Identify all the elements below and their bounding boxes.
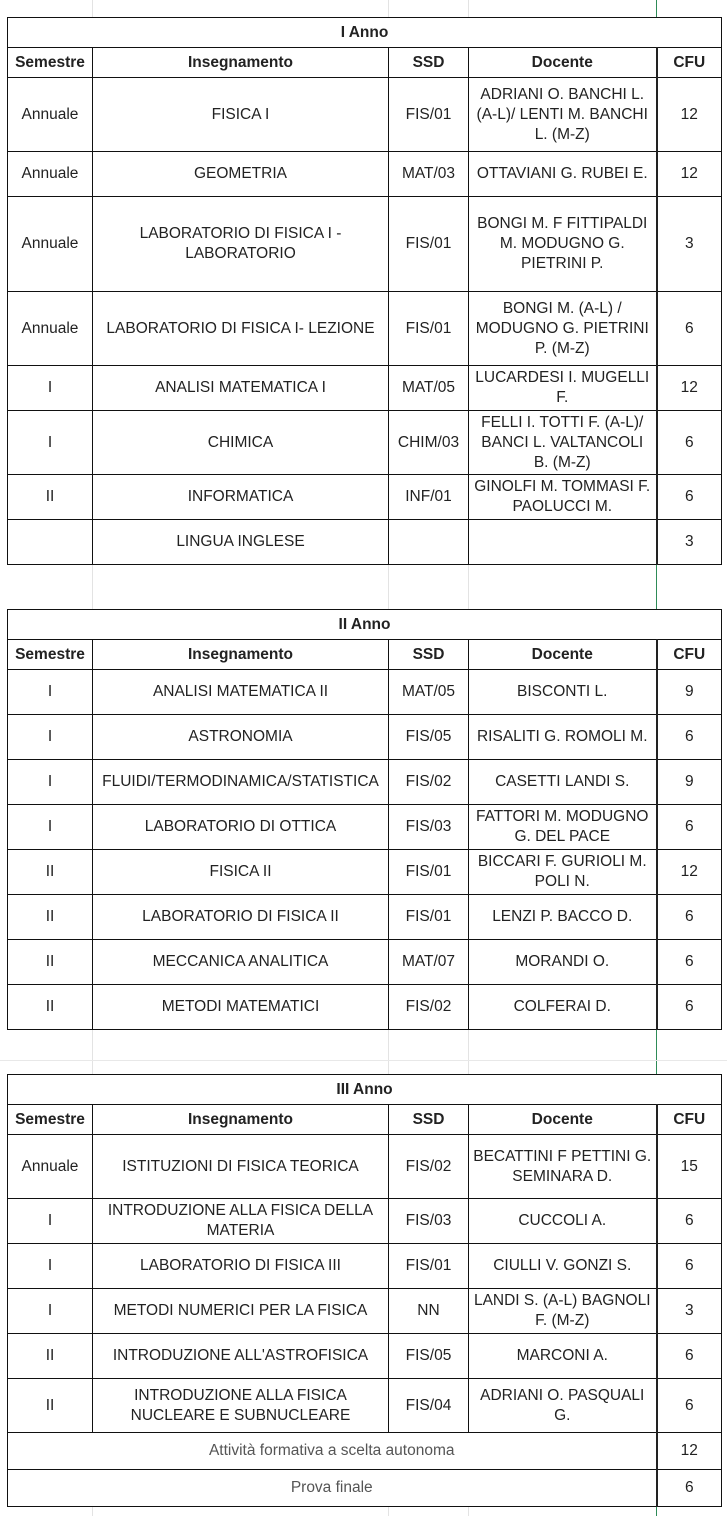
- cell-semestre: Annuale: [8, 292, 93, 366]
- table-row: [8, 985, 722, 1030]
- cell-docente: [469, 520, 657, 565]
- cell-ssd: FIS/05: [389, 1334, 469, 1379]
- cell-docente: LANDI S. (A-L) BAGNOLI F. (M-Z): [469, 1289, 657, 1334]
- cell-docente: LENZI P. BACCO D.: [469, 895, 657, 940]
- cell-insegnamento: METODI MATEMATICI: [93, 985, 389, 1030]
- cell-ssd: MAT/05: [389, 366, 469, 411]
- header-insegnamento: Insegnamento: [93, 1105, 389, 1135]
- year-2-table: [7, 609, 722, 1030]
- cell-semestre: I: [8, 670, 93, 715]
- table-row: [8, 670, 722, 715]
- cell-docente: MARCONI A.: [469, 1334, 657, 1379]
- extra-row: [8, 1470, 722, 1507]
- year-title: III Anno: [8, 1075, 722, 1105]
- cell-docente: GINOLFI M. TOMMASI F. PAOLUCCI M.: [469, 475, 657, 520]
- cell-insegnamento: FLUIDI/TERMODINAMICA/STATISTICA: [93, 760, 389, 805]
- cell-docente: ADRIANI O. PASQUALI G.: [469, 1379, 657, 1433]
- cell-insegnamento: LABORATORIO DI FISICA III: [93, 1244, 389, 1289]
- cell-ssd: INF/01: [389, 475, 469, 520]
- cell-insegnamento: ISTITUZIONI DI FISICA TEORICA: [93, 1135, 389, 1199]
- cell-semestre: II: [8, 985, 93, 1030]
- cell-semestre: II: [8, 895, 93, 940]
- header-semestre: Semestre: [8, 640, 93, 670]
- cell-cfu: 6: [657, 985, 722, 1030]
- cell-cfu: 12: [657, 152, 722, 197]
- cell-docente: MORANDI O.: [469, 940, 657, 985]
- extra-label: Prova finale: [8, 1470, 657, 1507]
- cell-cfu: 6: [657, 411, 722, 475]
- cell-insegnamento: INTRODUZIONE ALL'ASTROFISICA: [93, 1334, 389, 1379]
- cell-cfu: 6: [657, 715, 722, 760]
- header-ssd: SSD: [389, 1105, 469, 1135]
- cell-ssd: MAT/03: [389, 152, 469, 197]
- cell-ssd: FIS/02: [389, 760, 469, 805]
- cell-insegnamento: GEOMETRIA: [93, 152, 389, 197]
- year-3-table: [7, 1074, 722, 1507]
- cell-insegnamento: FISICA I: [93, 78, 389, 152]
- cell-insegnamento: CHIMICA: [93, 411, 389, 475]
- cell-insegnamento: LABORATORIO DI OTTICA: [93, 805, 389, 850]
- table-row: [8, 520, 722, 565]
- cell-ssd: FIS/01: [389, 850, 469, 895]
- cell-docente: BONGI M. (A-L) / MODUGNO G. PIETRINI P. (M-Z): [469, 292, 657, 366]
- cell-cfu: 6: [657, 292, 722, 366]
- cell-insegnamento: INFORMATICA: [93, 475, 389, 520]
- cell-cfu: 6: [657, 1334, 722, 1379]
- year-2-block: [7, 609, 721, 1030]
- table-row: [8, 1334, 722, 1379]
- cell-cfu: 6: [657, 1199, 722, 1244]
- table-row: [8, 1379, 722, 1433]
- cell-cfu: 6: [657, 895, 722, 940]
- header-semestre: Semestre: [8, 1105, 93, 1135]
- table-row: [8, 475, 722, 520]
- header-cfu: CFU: [657, 48, 722, 78]
- cell-semestre: I: [8, 805, 93, 850]
- cell-ssd: FIS/01: [389, 78, 469, 152]
- cell-insegnamento: METODI NUMERICI PER LA FISICA: [93, 1289, 389, 1334]
- cell-ssd: FIS/02: [389, 1135, 469, 1199]
- cell-semestre: II: [8, 1379, 93, 1433]
- table-row: [8, 366, 722, 411]
- year-1-table: [7, 17, 722, 565]
- cell-insegnamento: LINGUA INGLESE: [93, 520, 389, 565]
- year-3-block: [7, 1074, 721, 1507]
- cell-semestre: I: [8, 366, 93, 411]
- cell-cfu: 6: [657, 1244, 722, 1289]
- cell-semestre: II: [8, 475, 93, 520]
- cell-cfu: 6: [657, 1470, 722, 1507]
- table-row: [8, 760, 722, 805]
- cell-insegnamento: INTRODUZIONE ALLA FISICA DELLA MATERIA: [93, 1199, 389, 1244]
- table-row: [8, 411, 722, 475]
- cell-semestre: Annuale: [8, 78, 93, 152]
- table-row: [8, 805, 722, 850]
- table-row: [8, 292, 722, 366]
- cell-cfu: 6: [657, 475, 722, 520]
- header-cfu: CFU: [657, 1105, 722, 1135]
- cell-semestre: I: [8, 760, 93, 805]
- header-semestre: Semestre: [8, 48, 93, 78]
- cell-docente: BICCARI F. GURIOLI M. POLI N.: [469, 850, 657, 895]
- cell-insegnamento: ASTRONOMIA: [93, 715, 389, 760]
- cell-docente: RISALITI G. ROMOLI M.: [469, 715, 657, 760]
- header-docente: Docente: [469, 640, 657, 670]
- table-row: [8, 152, 722, 197]
- cell-ssd: FIS/01: [389, 1244, 469, 1289]
- table-row: [8, 895, 722, 940]
- cell-cfu: 3: [657, 1289, 722, 1334]
- cell-ssd: CHIM/03: [389, 411, 469, 475]
- table-row: [8, 197, 722, 292]
- header-insegnamento: Insegnamento: [93, 48, 389, 78]
- cell-docente: BECATTINI F PETTINI G. SEMINARA D.: [469, 1135, 657, 1199]
- cell-ssd: FIS/02: [389, 985, 469, 1030]
- cell-insegnamento: INTRODUZIONE ALLA FISICA NUCLEARE E SUBNUCLEARE: [93, 1379, 389, 1433]
- cell-ssd: MAT/05: [389, 670, 469, 715]
- cell-ssd: [389, 520, 469, 565]
- cell-docente: CIULLI V. GONZI S.: [469, 1244, 657, 1289]
- extra-row: [8, 1433, 722, 1470]
- cell-ssd: MAT/07: [389, 940, 469, 985]
- cell-docente: BISCONTI L.: [469, 670, 657, 715]
- cell-cfu: 9: [657, 760, 722, 805]
- cell-cfu: 12: [657, 850, 722, 895]
- cell-insegnamento: LABORATORIO DI FISICA I- LEZIONE: [93, 292, 389, 366]
- cell-docente: ADRIANI O. BANCHI L. (A-L)/ LENTI M. BANCHI L. (M-Z): [469, 78, 657, 152]
- cell-insegnamento: ANALISI MATEMATICA II: [93, 670, 389, 715]
- cell-semestre: I: [8, 1199, 93, 1244]
- extra-label: Attività formativa a scelta autonoma: [8, 1433, 657, 1470]
- cell-ssd: FIS/04: [389, 1379, 469, 1433]
- table-row: [8, 715, 722, 760]
- cell-cfu: 9: [657, 670, 722, 715]
- cell-docente: COLFERAI D.: [469, 985, 657, 1030]
- cell-semestre: I: [8, 1244, 93, 1289]
- cell-cfu: 12: [657, 1433, 722, 1470]
- cell-semestre: Annuale: [8, 1135, 93, 1199]
- cell-semestre: II: [8, 1334, 93, 1379]
- header-ssd: SSD: [389, 640, 469, 670]
- cell-semestre: II: [8, 940, 93, 985]
- cell-ssd: FIS/01: [389, 292, 469, 366]
- cell-docente: BONGI M. F FITTIPALDI M. MODUGNO G. PIETRINI P.: [469, 197, 657, 292]
- cell-cfu: 6: [657, 805, 722, 850]
- year-title: II Anno: [8, 610, 722, 640]
- cell-ssd: FIS/03: [389, 1199, 469, 1244]
- header-docente: Docente: [469, 48, 657, 78]
- cell-insegnamento: ANALISI MATEMATICA I: [93, 366, 389, 411]
- cell-docente: LUCARDESI I. MUGELLI F.: [469, 366, 657, 411]
- cell-ssd: FIS/01: [389, 895, 469, 940]
- cell-insegnamento: LABORATORIO DI FISICA I - LABORATORIO: [93, 197, 389, 292]
- header-cfu: CFU: [657, 640, 722, 670]
- cell-cfu: 3: [657, 520, 722, 565]
- cell-docente: CASETTI LANDI S.: [469, 760, 657, 805]
- cell-semestre: Annuale: [8, 197, 93, 292]
- cell-docente: OTTAVIANI G. RUBEI E.: [469, 152, 657, 197]
- cell-ssd: FIS/01: [389, 197, 469, 292]
- cell-insegnamento: FISICA II: [93, 850, 389, 895]
- cell-cfu: 12: [657, 78, 722, 152]
- header-ssd: SSD: [389, 48, 469, 78]
- cell-insegnamento: MECCANICA ANALITICA: [93, 940, 389, 985]
- cell-ssd: FIS/03: [389, 805, 469, 850]
- cell-docente: CUCCOLI A.: [469, 1199, 657, 1244]
- cell-semestre: II: [8, 850, 93, 895]
- cell-ssd: FIS/05: [389, 715, 469, 760]
- table-row: [8, 1135, 722, 1199]
- cell-cfu: 15: [657, 1135, 722, 1199]
- table-row: [8, 940, 722, 985]
- cell-docente: FELLI I. TOTTI F. (A-L)/ BANCI L. VALTANCOLI B. (M-Z): [469, 411, 657, 475]
- cell-cfu: 6: [657, 940, 722, 985]
- cell-ssd: NN: [389, 1289, 469, 1334]
- table-row: [8, 1244, 722, 1289]
- cell-docente: FATTORI M. MODUGNO G. DEL PACE: [469, 805, 657, 850]
- cell-semestre: I: [8, 1289, 93, 1334]
- table-row: [8, 1289, 722, 1334]
- table-row: [8, 78, 722, 152]
- cell-semestre: Annuale: [8, 152, 93, 197]
- cell-semestre: [8, 520, 93, 565]
- year-1-block: [7, 17, 721, 565]
- cell-semestre: I: [8, 715, 93, 760]
- cell-cfu: 3: [657, 197, 722, 292]
- cell-insegnamento: LABORATORIO DI FISICA II: [93, 895, 389, 940]
- table-row: [8, 1199, 722, 1244]
- cell-cfu: 12: [657, 366, 722, 411]
- header-insegnamento: Insegnamento: [93, 640, 389, 670]
- year-title: I Anno: [8, 18, 722, 48]
- header-docente: Docente: [469, 1105, 657, 1135]
- table-row: [8, 850, 722, 895]
- cell-cfu: 6: [657, 1379, 722, 1433]
- cell-semestre: I: [8, 411, 93, 475]
